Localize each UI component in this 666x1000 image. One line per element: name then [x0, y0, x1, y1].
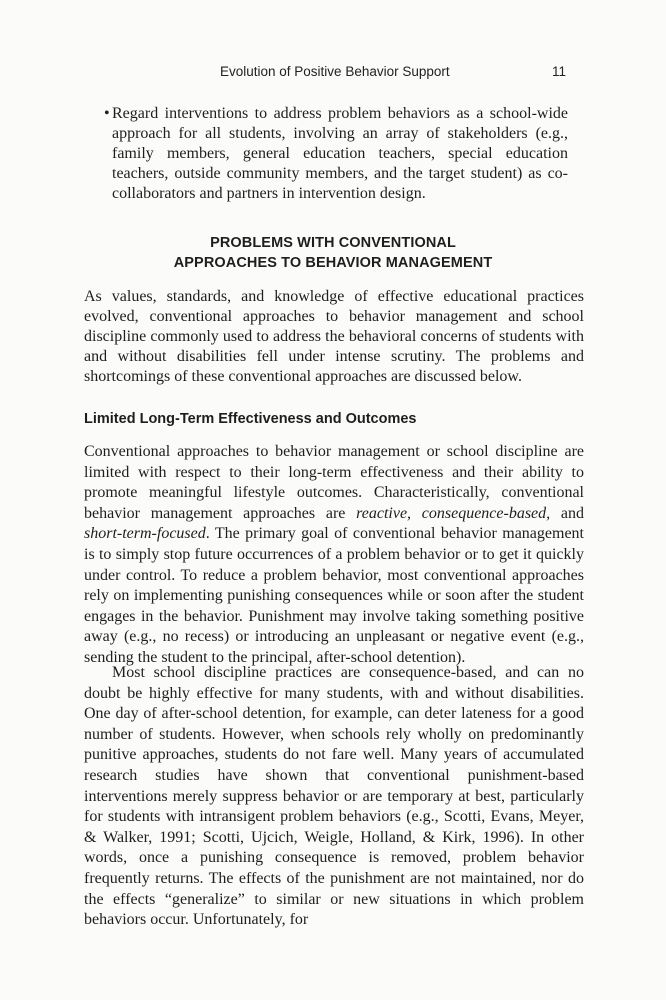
bullet-list-item: [104, 104, 568, 204]
section-heading: [100, 233, 566, 273]
section-heading-line-2: APPROACHES TO BEHAVIOR MANAGEMENT: [173, 255, 493, 271]
subsection-heading: Limited Long-Term Effectiveness and Outcomes: [84, 411, 417, 427]
running-head: Evolution of Positive Behavior Support: [220, 64, 450, 79]
bullet-icon: •: [104, 105, 110, 122]
intro-paragraph: As values, standards, and knowledge of effective educational practices evolved, conventional approaches to behavior management and school discipline commonly used to address the behavioral concerns of students with and without disabilities fell under intense scrutiny. The problems and shortcomings of these conventional approaches are discussed below.: [84, 288, 584, 385]
body-paragraph-2: Most school discipline practices are consequence-based, and can no doubt be highly effective for many students, with and without disabilities. One day of after-school detention, for example, can deter lateness for a good number of students. However, when schools rely wholly on predominantly punitive approaches, students do not fare well. Many years of accumulated research studies have shown that conventional punishment-based interventions merely suppress behavior or are temporary at best, particularly for students with intransigent problem behaviors (e.g., Scotti, Evans, Meyer, & Walker, 1991; Scotti, Ujcich, Weigle, Holland, & Kirk, 1996). In other words, once a punishing consequence is removed, problem behavior frequently returns. The effects of the punishment are not maintained, nor do the effects “generalize” to similar or new situations in which problem behaviors occur. Unfortunately, for: [84, 664, 584, 929]
page-header: [0, 64, 666, 84]
page-number: 11: [552, 64, 567, 79]
bullet-text: Regard interventions to address problem behaviors as a school-wide approach for all students, involving an array of stakeholders (e.g., family members, general education teachers, special education teachers, outside community members, and the target student) as co-collaborators and partners in intervention design.: [112, 105, 568, 202]
body-text: Conventional approaches to behavior management or school discipline are limited with respect to their long-term effectiveness and their ability to promote meaningful lifestyle outcomes. Characteristically, conventional behavior management approaches are: [84, 443, 584, 522]
body-paragraph-1: [84, 442, 584, 669]
body-text: and: [550, 504, 584, 522]
italic-term-reactive: reactive, consequence-based,: [356, 504, 551, 522]
body-text: . The primary goal of conventional behavior management is to simply stop future occurrences of a problem behavior or to get it quickly under control. To reduce a problem behavior, most conventional approaches rely on implementing punishing consequences while or soon after the student engages in the behavior. Punishment may involve taking something positive away (e.g., no recess) or introducing an unpleasant or negative event (e.g., sending the student to the principal, after-school detention).: [84, 525, 584, 666]
section-heading-line-1: PROBLEMS WITH CONVENTIONAL: [210, 235, 456, 251]
italic-term-short-term: short-term-focused: [84, 525, 206, 543]
